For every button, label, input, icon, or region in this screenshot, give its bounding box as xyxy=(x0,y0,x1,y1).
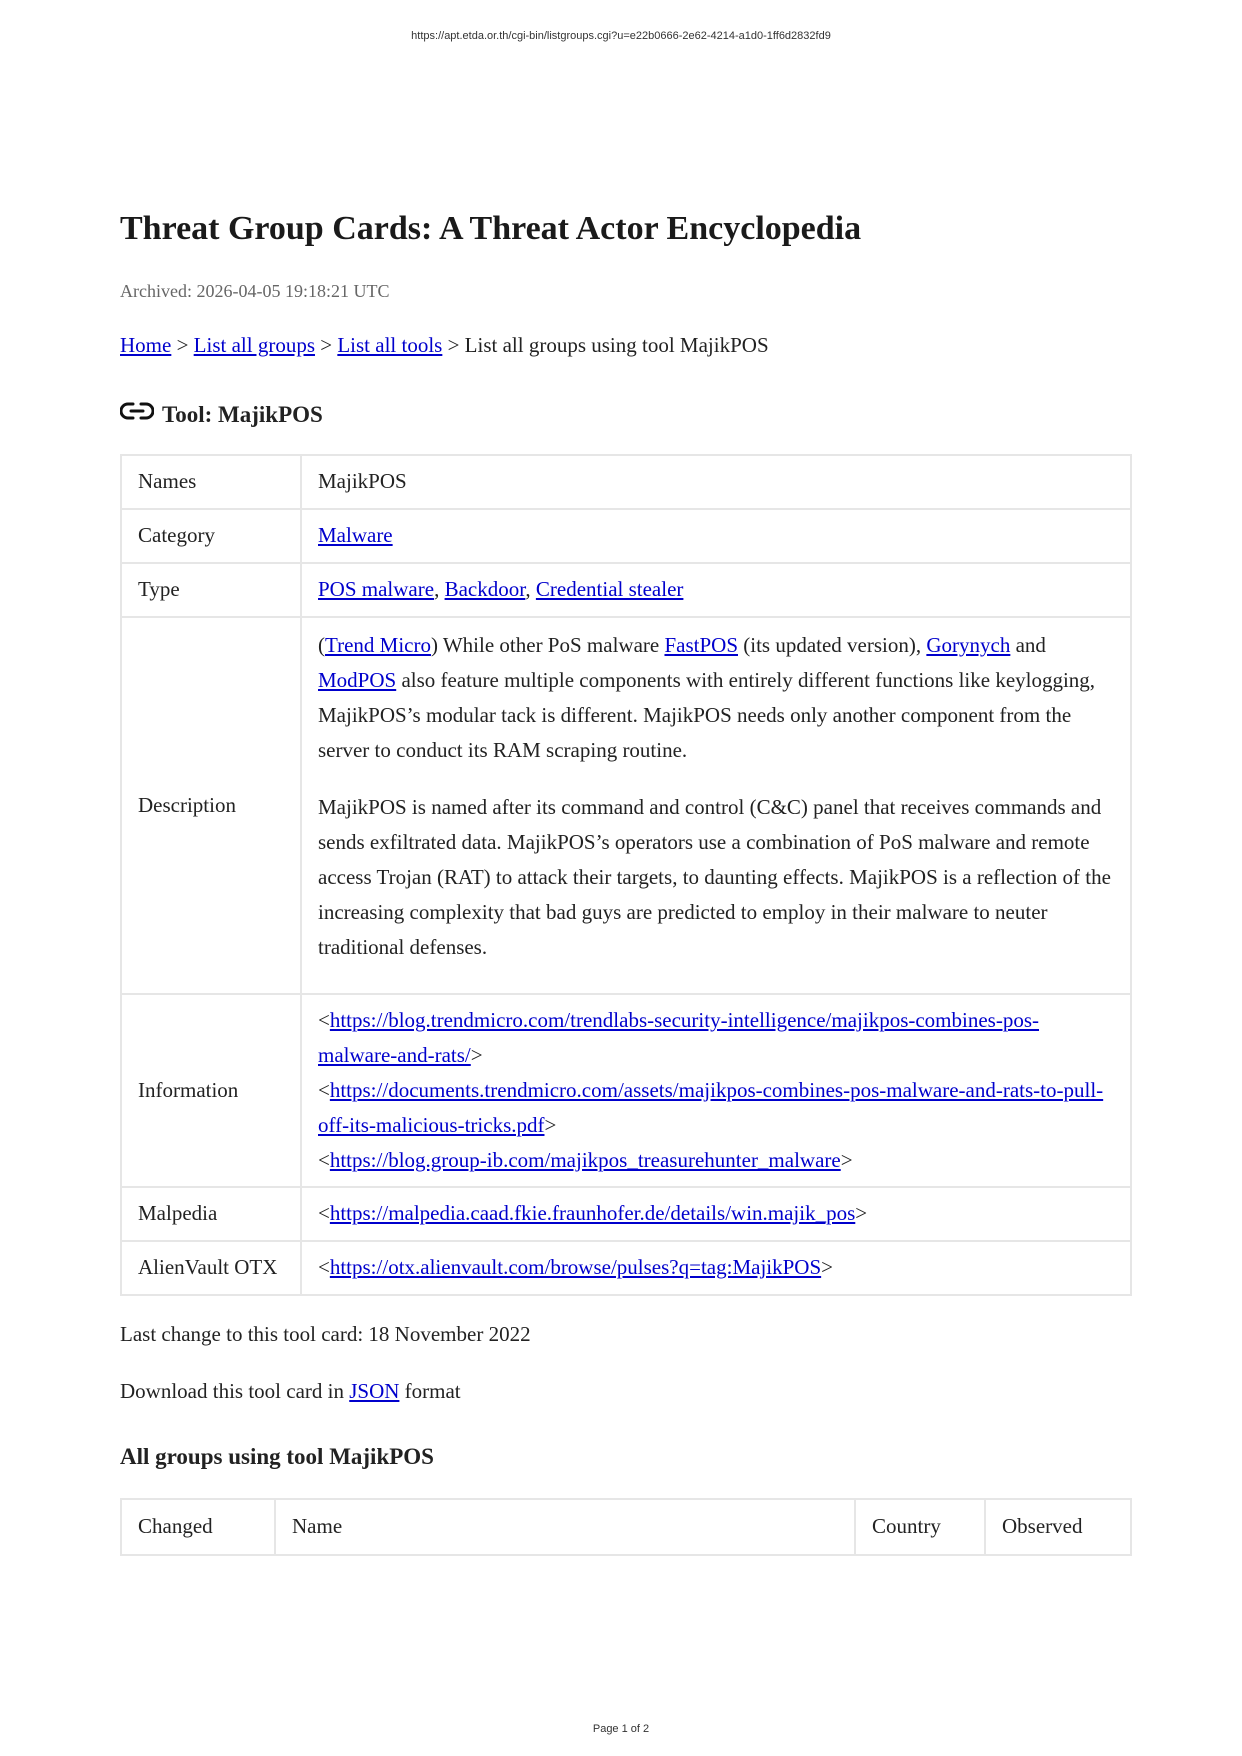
information-label: Information xyxy=(121,994,301,1187)
download-line xyxy=(120,1379,1132,1404)
description-row xyxy=(121,617,1131,994)
page-number-footer: Page 1 of 2 xyxy=(592,1723,650,1735)
otx-label: AlienVault OTX xyxy=(121,1241,301,1295)
angle-close: > xyxy=(821,1255,833,1280)
paren-open: ( xyxy=(318,632,325,657)
column-observed[interactable]: Observed xyxy=(985,1499,1131,1555)
angle-close: > xyxy=(470,1042,483,1067)
category-value xyxy=(301,509,1131,563)
type-separator: , xyxy=(525,577,536,602)
column-country[interactable]: Country xyxy=(855,1499,985,1555)
information-value xyxy=(301,994,1131,1187)
breadcrumb-separator: > xyxy=(315,333,338,358)
names-value: MajikPOS xyxy=(301,455,1131,509)
breadcrumb-home-link[interactable]: Home xyxy=(120,333,172,358)
names-row xyxy=(121,455,1131,509)
archived-timestamp: Archived: 2026-04-05 19:18:21 UTC xyxy=(120,281,390,302)
tool-card-table xyxy=(120,454,1132,1296)
angle-open: < xyxy=(318,1201,330,1226)
column-changed[interactable]: Changed xyxy=(121,1499,275,1555)
type-value xyxy=(301,563,1131,617)
category-row xyxy=(121,509,1131,563)
type-separator: , xyxy=(434,577,445,602)
tool-heading xyxy=(120,400,1132,428)
description-value xyxy=(301,617,1131,994)
fastpos-link[interactable]: FastPOS xyxy=(664,632,738,657)
gorynych-link[interactable]: Gorynych xyxy=(926,632,1011,657)
description-text: also feature multiple components with entirely different functions like keylogging, MajikPOS’s modular tack is different. MajikPOS needs only another component from the server to conduct its RAM scraping routine. xyxy=(318,667,1096,762)
page-title: Threat Group Cards: A Threat Actor Encyclopedia xyxy=(120,210,862,247)
angle-open: < xyxy=(318,1077,330,1102)
info-link-trendmicro-pdf[interactable]: https://documents.trendmicro.com/assets/majikpos-combines-pos-malware-and-rats-to-pull-off-its-malicious-tricks.pdf xyxy=(318,1077,1104,1137)
source-trend-micro-link[interactable]: Trend Micro xyxy=(325,632,431,657)
info-link-line xyxy=(318,1143,1114,1178)
info-link-line xyxy=(318,1003,1114,1073)
groups-header-row xyxy=(121,1499,1131,1555)
malpedia-label: Malpedia xyxy=(121,1187,301,1241)
names-label: Names xyxy=(121,455,301,509)
information-row xyxy=(121,994,1131,1187)
download-prefix: Download this tool card in xyxy=(120,1378,350,1403)
malpedia-row xyxy=(121,1187,1131,1241)
description-text: (its updated version), xyxy=(738,632,927,657)
info-link-line xyxy=(318,1073,1114,1143)
breadcrumb-separator: > xyxy=(171,333,194,358)
angle-close: > xyxy=(855,1201,868,1226)
malpedia-link[interactable]: https://malpedia.caad.fkie.fraunhofer.de/details/win.majik_pos xyxy=(329,1201,856,1226)
type-label: Type xyxy=(121,563,301,617)
category-label: Category xyxy=(121,509,301,563)
description-label: Description xyxy=(121,617,301,994)
info-link-trendmicro-blog[interactable]: https://blog.trendmicro.com/trendlabs-security-intelligence/majikpos-combines-pos-malware-and-rats/ xyxy=(318,1007,1040,1067)
groups-heading: All groups using tool MajikPOS xyxy=(120,1443,434,1469)
modpos-link[interactable]: ModPOS xyxy=(318,667,397,692)
angle-open: < xyxy=(318,1007,330,1032)
angle-open: < xyxy=(318,1147,330,1172)
angle-close: > xyxy=(840,1147,853,1172)
angle-open: < xyxy=(318,1255,330,1280)
column-name[interactable]: Name xyxy=(275,1499,855,1555)
type-link-credential-stealer[interactable]: Credential stealer xyxy=(535,577,684,602)
otx-link[interactable]: https://otx.alienvault.com/browse/pulses?q=tag:MajikPOS xyxy=(329,1255,822,1280)
description-paragraph-1 xyxy=(318,628,1114,768)
angle-close: > xyxy=(544,1112,557,1137)
type-row xyxy=(121,563,1131,617)
tool-title: Tool: MajikPOS xyxy=(162,401,323,427)
malpedia-value xyxy=(301,1187,1131,1241)
breadcrumb-groups-link[interactable]: List all groups xyxy=(193,333,315,358)
last-change-text: Last change to this tool card: 18 November 2022 xyxy=(120,1321,531,1346)
download-suffix: format xyxy=(399,1378,461,1403)
type-link-pos-malware[interactable]: POS malware xyxy=(318,577,435,602)
otx-value xyxy=(301,1241,1131,1295)
link-icon xyxy=(120,400,154,422)
breadcrumb xyxy=(120,332,1132,359)
description-text: and xyxy=(1010,632,1046,657)
page-url-header: https://apt.etda.or.th/cgi-bin/listgroups.cgi?u=e22b0666-2e62-4214-a1d0-1ff6d2832fd9 xyxy=(411,30,831,42)
groups-table xyxy=(120,1498,1132,1556)
breadcrumb-current: > List all groups using tool MajikPOS xyxy=(442,333,769,358)
description-paragraph-2: MajikPOS is named after its command and control (C&C) panel that receives commands and sends exfiltrated data. MajikPOS’s operators use a combination of PoS malware and remote access Trojan (RAT) to attack their targets, to daunting effects. MajikPOS is a reflection of the increasing complexity that bad guys are predicted to employ in their malware to neuter traditional defenses. xyxy=(318,794,1111,959)
otx-row xyxy=(121,1241,1131,1295)
category-malware-link[interactable]: Malware xyxy=(318,523,393,548)
description-text: ) While other PoS malware xyxy=(430,632,665,657)
main-content xyxy=(120,210,1132,1556)
type-link-backdoor[interactable]: Backdoor xyxy=(444,577,526,602)
info-link-group-ib[interactable]: https://blog.group-ib.com/majikpos_treasurehunter_malware xyxy=(329,1147,841,1172)
json-download-link[interactable]: JSON xyxy=(349,1378,400,1403)
breadcrumb-tools-link[interactable]: List all tools xyxy=(337,333,443,358)
